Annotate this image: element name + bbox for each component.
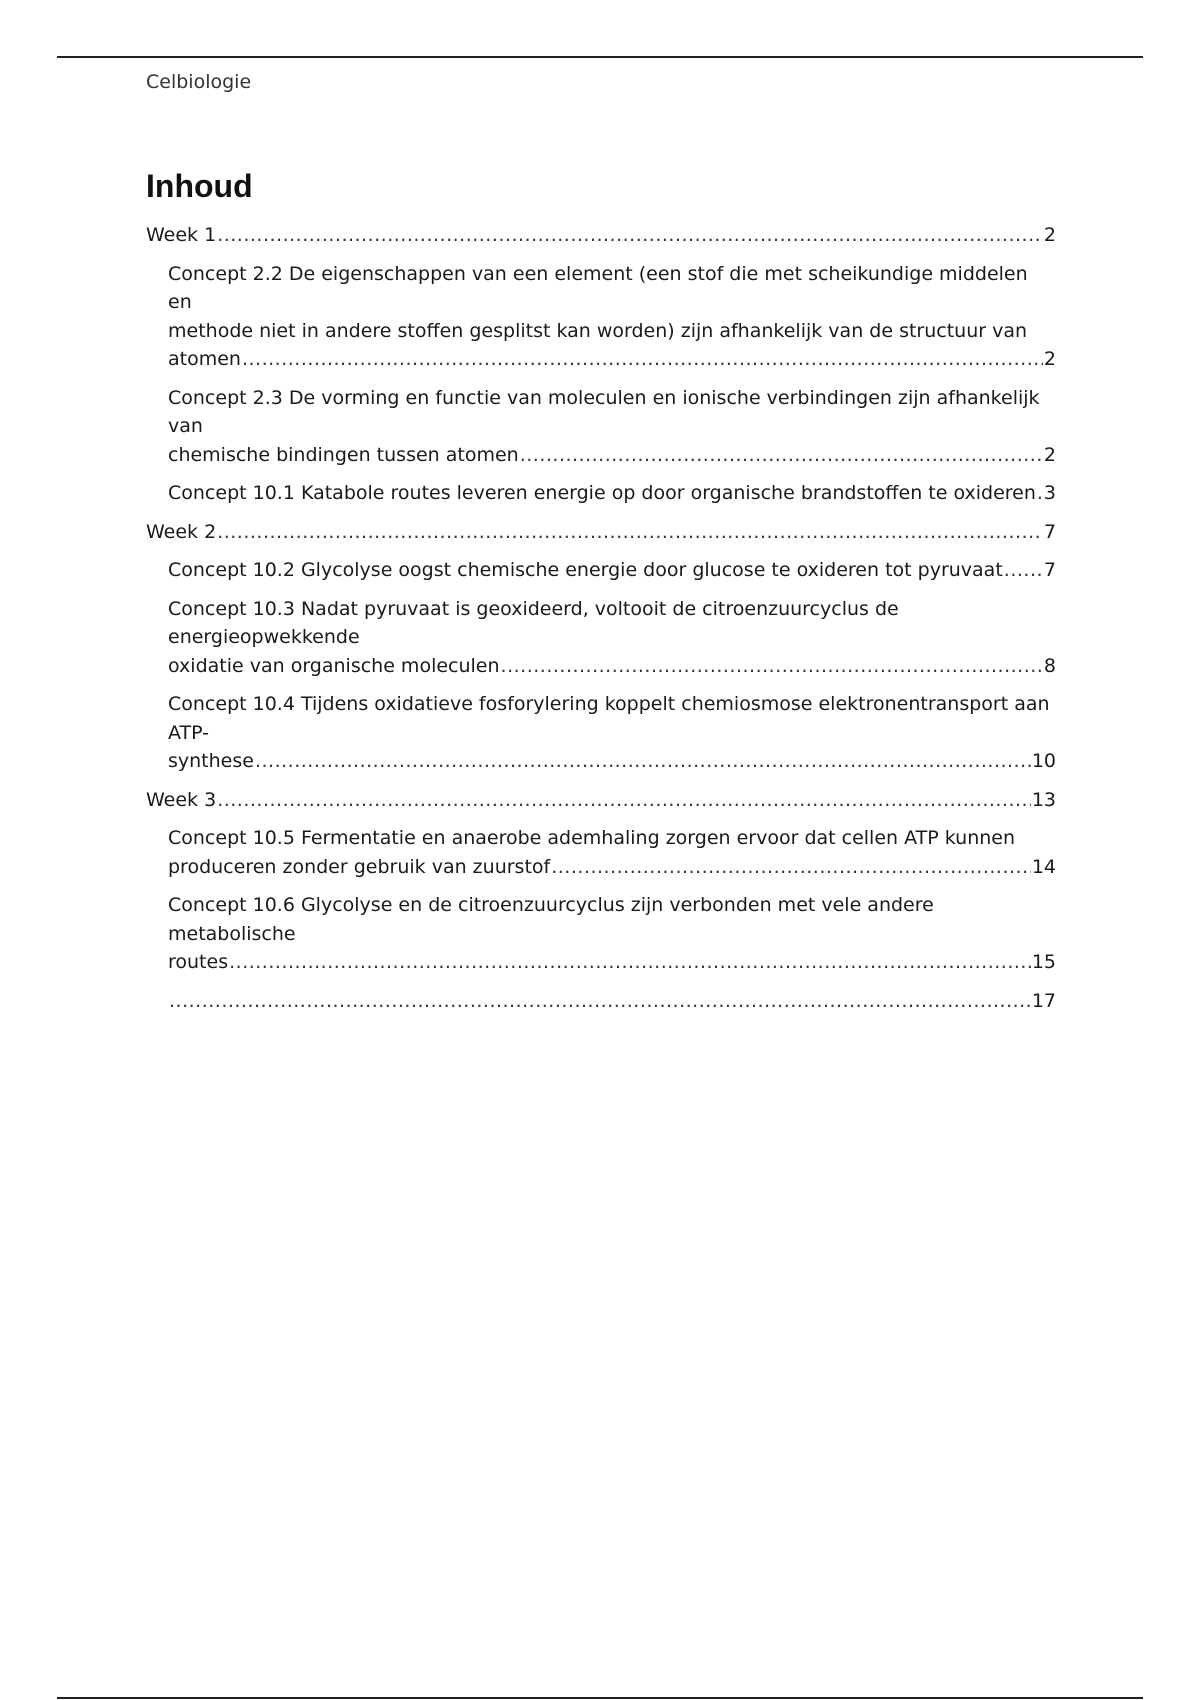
toc-entry-title: chemische bindingen tussen atomen bbox=[168, 443, 519, 466]
toc-page-number: 3 bbox=[1043, 482, 1056, 504]
dot-leader bbox=[217, 221, 1043, 250]
dot-leader bbox=[520, 441, 1043, 470]
dot-leader bbox=[501, 652, 1043, 681]
toc-page-number: 14 bbox=[1031, 855, 1056, 878]
toc-entry-title: produceren zonder gebruik van zuurstof bbox=[168, 855, 551, 878]
toc-page-number: 15 bbox=[1031, 951, 1056, 973]
running-header: Celbiologie bbox=[146, 71, 252, 93]
dot-leader bbox=[1037, 479, 1043, 508]
toc-concept-entry[interactable] bbox=[146, 987, 1056, 1016]
toc-entry-title: Week 2 bbox=[146, 520, 217, 543]
toc-entry-text-line: Concept 10.4 Tijdens oxidatieve fosforylering koppelt chemiosmose elektronentransport aan ATP- bbox=[168, 693, 1050, 744]
toc-page-number: 8 bbox=[1043, 654, 1056, 677]
toc-entry-title: Week 3 bbox=[146, 788, 217, 811]
toc-page-number: 2 bbox=[1043, 348, 1056, 370]
dot-leader bbox=[229, 948, 1031, 977]
toc-page-number: 2 bbox=[1043, 443, 1056, 466]
toc-page-number: 10 bbox=[1031, 750, 1056, 772]
toc-concept-entry[interactable] bbox=[146, 479, 1056, 508]
dot-leader bbox=[242, 345, 1043, 374]
toc-page-number: 7 bbox=[1043, 559, 1056, 581]
toc-entry-text-line: Concept 2.2 De eigenschappen van een element (een stof die met scheikundige middelen en bbox=[168, 262, 1028, 313]
toc-page-number: 7 bbox=[1043, 520, 1056, 543]
toc-concept-entry[interactable] bbox=[146, 690, 1056, 776]
header-rule bbox=[57, 56, 1143, 58]
toc-concept-entry[interactable] bbox=[146, 556, 1056, 585]
toc-page-number: 2 bbox=[1043, 224, 1056, 246]
toc-entry-title: synthese bbox=[168, 750, 254, 772]
dot-leader bbox=[551, 853, 1031, 882]
table-of-contents bbox=[146, 221, 1056, 1015]
toc-entry-text-line: Concept 10.3 Nadat pyruvaat is geoxideerd, voltooit de citroenzuurcyclus de energieopwekkende bbox=[168, 597, 899, 648]
toc-entry-text-line: Concept 10.5 Fermentatie en anaerobe ademhaling zorgen ervoor dat cellen ATP kunnen bbox=[168, 827, 1016, 849]
toc-entry-title: Concept 10.1 Katabole routes leveren energie op door organische brandstoffen te oxideren bbox=[168, 482, 1036, 504]
toc-concept-entry[interactable] bbox=[146, 891, 1056, 977]
dot-leader bbox=[217, 518, 1043, 547]
toc-entry-title: Concept 10.2 Glycolyse oogst chemische energie door glucose te oxideren tot pyruvaat bbox=[168, 559, 1003, 581]
toc-entry-title: routes bbox=[168, 951, 229, 973]
toc-entry-title: atomen bbox=[168, 348, 241, 370]
dot-leader bbox=[255, 747, 1031, 776]
toc-concept-entry[interactable] bbox=[146, 595, 1056, 681]
toc-concept-entry[interactable] bbox=[146, 260, 1056, 374]
toc-entry-title: oxidatie van organische moleculen bbox=[168, 654, 500, 677]
dot-leader bbox=[217, 786, 1031, 815]
toc-concept-entry[interactable] bbox=[146, 824, 1056, 881]
toc-concept-entry[interactable] bbox=[146, 384, 1056, 470]
toc-heading: Inhoud bbox=[146, 168, 253, 204]
toc-entry-text-line: Concept 10.6 Glycolyse en de citroenzuurcyclus zijn verbonden met vele andere metabolische bbox=[168, 894, 934, 945]
dot-leader bbox=[1004, 556, 1043, 585]
footer-rule bbox=[57, 1697, 1143, 1699]
toc-entry-text-line: Concept 2.3 De vorming en functie van moleculen en ionische verbindingen zijn afhankelijk van bbox=[168, 386, 1040, 437]
toc-entry-title: Week 1 bbox=[146, 224, 217, 246]
toc-page-number: 17 bbox=[1031, 989, 1056, 1012]
toc-week-entry[interactable] bbox=[146, 221, 1056, 250]
toc-week-entry[interactable] bbox=[146, 786, 1056, 815]
toc-page-number: 13 bbox=[1031, 788, 1056, 811]
toc-week-entry[interactable] bbox=[146, 518, 1056, 547]
toc-entry-text-line: methode niet in andere stoffen gesplitst kan worden) zijn afhankelijk van de structuur van bbox=[168, 319, 1028, 342]
dot-leader bbox=[169, 987, 1031, 1016]
